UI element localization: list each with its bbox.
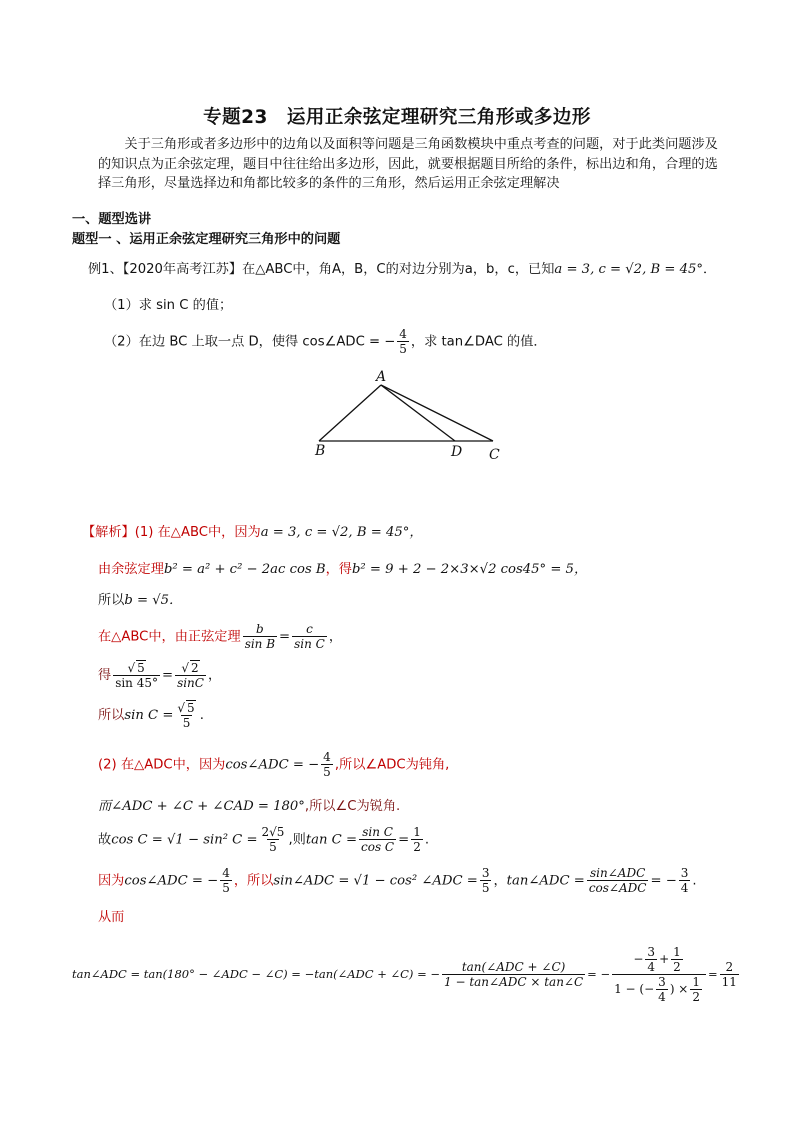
side-ac — [381, 385, 493, 441]
vertex-c-label: C — [489, 447, 500, 463]
nested-fraction: − $\frac{3}{4}$ + $\frac{1}{2}$ 1 − (− $\frac{3}{4}$ ) × $\frac{1}{2}$ — [612, 945, 706, 1004]
vertex-a-label: A — [376, 369, 387, 385]
segment-ad — [381, 385, 455, 441]
triangle-figure — [305, 365, 515, 465]
solution-line-10: 因为cos∠ADC = − $\frac{4}{5}$ ，所以sin∠ADC = √1 − cos² ∠ADC = $\frac{3}{5}$ ，tan∠ADC = $\frac{\text{sin∠ADC}}{\text{cos∠ADC}}$ = − $\frac{3}{4}$ . — [98, 866, 697, 895]
solution-line-1: 【解析】(1) 在△ABC中，因为a = 3, c = √2, B = 45°， — [82, 525, 423, 540]
question-2: （2）在边 BC 上取一点 D，使得 cos∠ADC = − $\frac{4}{5}$ ，求 tan∠DAC 的值． — [104, 327, 547, 356]
vertex-b-label: B — [315, 443, 326, 459]
question-1: （1）求 sin C 的值； — [104, 298, 233, 313]
intro-paragraph: 关于三角形或者多边形中的边角以及面积等问题是三角函数模块中重点考查的问题，对于此类问题涉及的知识点为正余弦定理，题目中往往给出多边形，因此，就要根据题目所给的条件，标出边和角，合理的选择三角形，尽量选择边和角都比较多的条件的三角形，然后运用正余弦定理解决 — [98, 137, 718, 191]
type-heading: 题型一 、运用正余弦定理研究三角形中的问题 — [72, 232, 341, 247]
example-statement: 例1、【2020年高考江苏】在△ABC中，角A，B，C的对边分别为a，b，c，已知a = 3, c = √2, B = 45°． — [88, 262, 717, 277]
solution-line-4: 在△ABC中，由正弦定理 $\frac{b}{\text{sin B}}$ = $\frac{c}{\text{sin C}}$ ， — [98, 622, 343, 651]
vertex-d-label: D — [451, 444, 463, 460]
solution-line-8: 而∠ADC + ∠C + ∠CAD = 180°,所以∠C为锐角. — [98, 799, 401, 814]
solution-line-7: (2) 在△ADC中，因为cos∠ADC = − $\frac{4}{5}$ ,所以∠ADC为钝角, — [98, 750, 450, 779]
side-ab — [319, 385, 381, 441]
solution-line-11: 从而 — [98, 910, 125, 925]
page-title: 专题23 运用正余弦定理研究三角形或多边形 — [203, 107, 591, 128]
solution-line-6: 所以sin C = $\frac{√ 5}{5}$ . — [98, 701, 204, 730]
solution-line-3: 所以b = √5． — [98, 593, 183, 608]
solution-line-9: 故cos C = √1 − sin² C = $\frac{2√5}{5}$ ,则tan C = $\frac{\text{sin C}}{\text{cos C}}$ = $\frac{1}{2}$ . — [98, 825, 430, 854]
solution-line-2: 由余弦定理b² = a² + c² − 2ac cos B，得b² = 9 + 2 − 2×3×√2 cos45° = 5， — [98, 562, 588, 577]
solution-line-5: 得 $\frac{√ 5}{\sin 45^\circ}$ = $\frac{√ 2}{\sin C}$ ， — [98, 661, 222, 690]
final-equation: tan∠ADC = tan(180° − ∠ADC − ∠C) = −tan(∠ADC + ∠C) = − $\frac{\text{tan(∠ADC + ∠C)}}{\text{1 − tan∠ADC × tan∠C}}$ = − − $\frac{3}{4}$ + $\frac{1}{2}$ 1 − (− $\frac{3}{4}$ ) × $\frac{1}{2}$ = $\frac{2}{11}$ — [72, 945, 737, 1004]
section-heading: 一、题型选讲 — [72, 212, 152, 227]
